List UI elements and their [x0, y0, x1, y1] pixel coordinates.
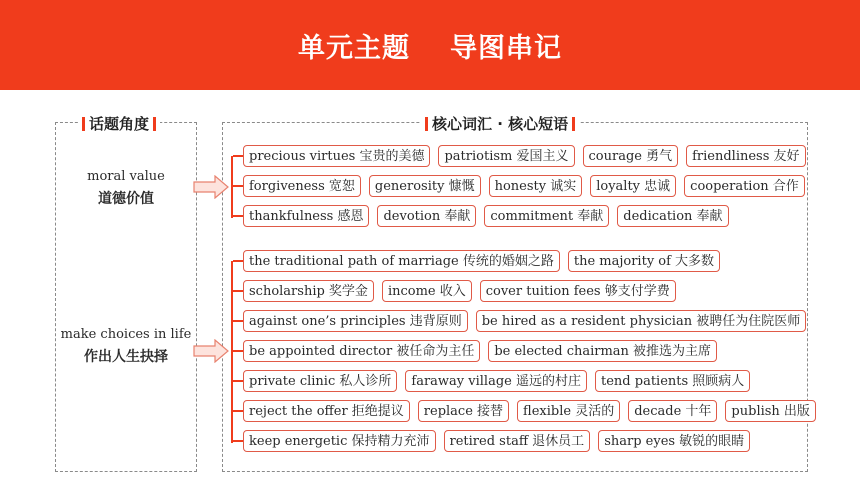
group2-row — [243, 280, 676, 302]
vocab-chip: keep energetic 保持精力充沛 — [243, 430, 436, 452]
topics-header — [78, 113, 160, 134]
page-title — [298, 26, 562, 65]
vocab-chip: the traditional path of marriage 传统的婚姻之路 — [243, 250, 560, 272]
topic-en: make choices in life — [60, 327, 192, 342]
group2-row — [243, 340, 717, 362]
vocab-chip: reject the offer 拒绝提议 — [243, 400, 410, 422]
vocab-chip: replace 接替 — [418, 400, 509, 422]
group1-row — [243, 175, 805, 197]
group2-row — [243, 310, 806, 332]
topics-header-label: 话题角度 — [89, 115, 150, 133]
arrow-right-icon — [193, 175, 229, 199]
vocab-header — [421, 113, 579, 134]
topic-moral-value — [55, 166, 197, 210]
vocab-chip: loyalty 忠诚 — [590, 175, 676, 197]
header-mark-icon — [425, 117, 428, 131]
vocab-chip: the majority of 大多数 — [568, 250, 720, 272]
group2-row — [243, 430, 750, 452]
vocab-chip: income 收入 — [382, 280, 472, 302]
vocab-chip: generosity 慷慨 — [369, 175, 481, 197]
group2-row — [243, 370, 750, 392]
header-banner — [0, 0, 860, 90]
vocab-chip: be elected chairman 被推选为主席 — [488, 340, 717, 362]
vocab-header-label: 核心词汇 · 核心短语 — [432, 115, 569, 133]
vocab-chip: dedication 奉献 — [617, 205, 728, 227]
group2-row — [243, 400, 816, 422]
title-right: 导图串记 — [450, 32, 562, 64]
topic-zh: 作出人生抉择 — [84, 349, 168, 365]
vocab-chip: flexible 灵活的 — [517, 400, 620, 422]
vocab-chip: cooperation 合作 — [684, 175, 805, 197]
vocab-chip: commitment 奉献 — [484, 205, 609, 227]
group1-row — [243, 205, 729, 227]
vocab-chip: sharp eyes 敏锐的眼睛 — [598, 430, 750, 452]
vocab-chip: courage 勇气 — [583, 145, 679, 167]
vocab-chip: patriotism 爱国主义 — [438, 145, 574, 167]
vocab-chip: against one’s principles 违背原则 — [243, 310, 468, 332]
vocab-chip: cover tuition fees 够支付学费 — [480, 280, 676, 302]
topic-en: moral value — [87, 169, 165, 184]
vocab-chip: decade 十年 — [628, 400, 717, 422]
header-mark-icon — [82, 117, 85, 131]
vocab-chip: tend patients 照顾病人 — [595, 370, 750, 392]
vocab-chip: honesty 诚实 — [489, 175, 583, 197]
vocab-chip: scholarship 奖学金 — [243, 280, 374, 302]
title-left: 单元主题 — [298, 32, 410, 64]
vocab-chip: precious virtues 宝贵的美德 — [243, 145, 430, 167]
group1-row — [243, 145, 806, 167]
topic-zh: 道德价值 — [98, 191, 154, 207]
group2-row — [243, 250, 720, 272]
vocab-chip: faraway village 遥远的村庄 — [405, 370, 587, 392]
header-mark-icon — [153, 117, 156, 131]
topic-make-choices — [55, 324, 197, 368]
vocab-chip: retired staff 退休员工 — [444, 430, 591, 452]
arrow-right-icon — [193, 339, 229, 363]
header-mark-icon — [572, 117, 575, 131]
vocab-chip: publish 出版 — [725, 400, 816, 422]
vocab-chip: private clinic 私人诊所 — [243, 370, 397, 392]
vocab-chip: friendliness 友好 — [686, 145, 805, 167]
vocab-chip: forgiveness 宽恕 — [243, 175, 361, 197]
vocab-chip: devotion 奉献 — [377, 205, 476, 227]
vocab-chip: thankfulness 感恩 — [243, 205, 369, 227]
vocab-chip: be appointed director 被任命为主任 — [243, 340, 480, 362]
vocab-chip: be hired as a resident physician 被聘任为住院医师 — [476, 310, 807, 332]
